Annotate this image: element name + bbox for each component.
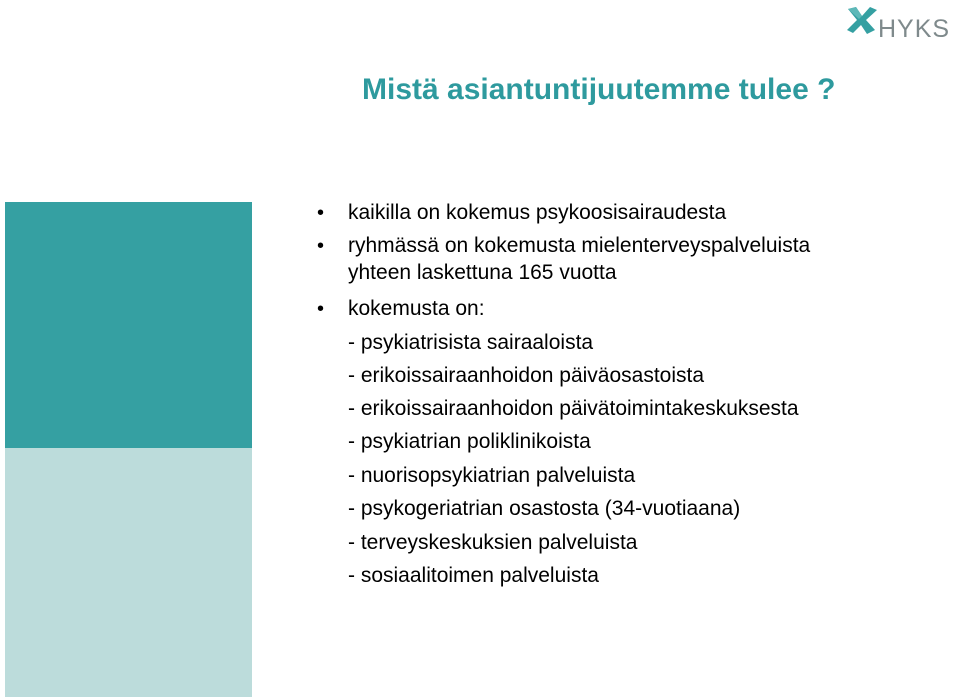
sub-list-item: - psykiatrisista sairaaloista: [348, 331, 594, 354]
bullet-marker: •: [317, 235, 325, 257]
decorative-band-light: [5, 448, 252, 697]
sub-list-item: - sosiaalitoimen palveluista: [348, 564, 599, 587]
decorative-band-dark: [5, 202, 252, 448]
bullet-item: kaikilla on kokemus psykoosisairaudesta: [348, 201, 727, 224]
bullet-marker: •: [317, 298, 325, 320]
sub-list-item: - erikoissairaanhoidon päiväosastoista: [348, 364, 705, 387]
bullet-item-continuation: yhteen laskettuna 165 vuotta: [348, 261, 617, 284]
sub-list-item: - erikoissairaanhoidon päivätoimintakeskuksesta: [348, 397, 799, 420]
slide-title: Mistä asiantuntijuutemme tulee ?: [362, 73, 836, 106]
sub-list-item: - psykiatrian poliklinikoista: [348, 430, 591, 453]
hyks-logo: [846, 6, 956, 42]
sub-list-item: - terveyskeskuksien palveluista: [348, 531, 638, 554]
sub-list-item: - nuorisopsykiatrian palveluista: [348, 464, 636, 487]
sub-list-item: - psykogeriatrian osastosta (34-vuotiaana): [348, 497, 741, 520]
bullet-item: kokemusta on:: [348, 297, 485, 320]
hyks-cross-icon: [846, 6, 878, 36]
bullet-marker: •: [317, 202, 325, 224]
logo-text: HYKS: [878, 15, 951, 43]
bullet-item: ryhmässä on kokemusta mielenterveyspalveluista: [348, 234, 811, 257]
